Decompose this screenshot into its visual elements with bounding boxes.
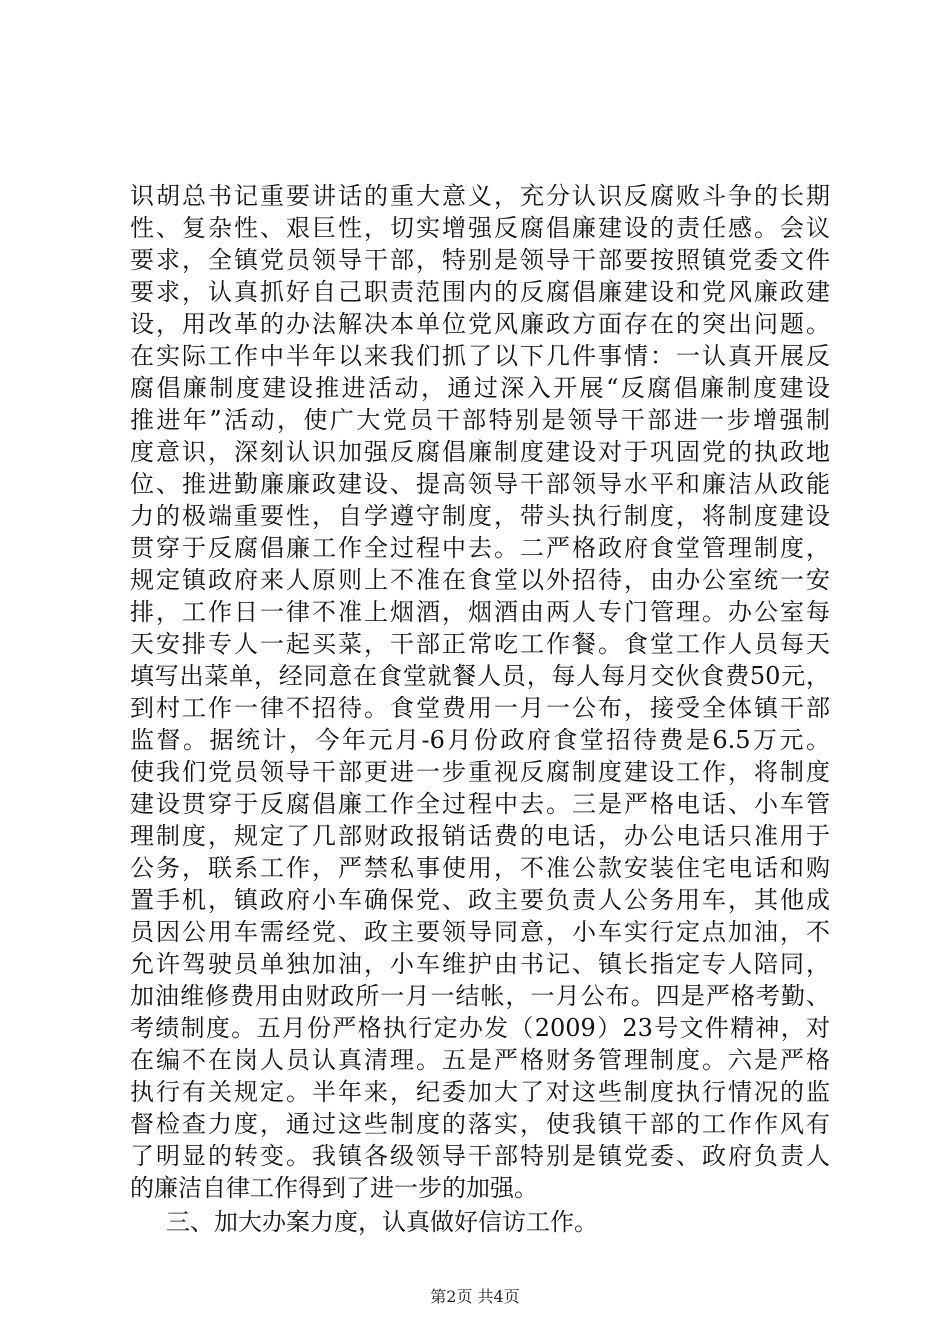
text-line: 在实际工作中半年以来我们抓了以下几件事情：一认真开展反: [130, 342, 830, 370]
text-line: 填写出菜单，经同意在食堂就餐人员，每人每月交伙食费50元，: [130, 662, 830, 690]
text-line: 力的极端重要性，自学遵守制度，带头执行制度，将制度建设: [130, 502, 830, 530]
text-line: 性、复杂性、艰巨性，切实增强反腐倡廉建设的责任感。会议: [130, 214, 830, 242]
text-line: 公务，联系工作，严禁私事使用，不准公款安装住宅电话和购: [130, 854, 830, 882]
text-line: 监督。据统计，今年元月-6月份政府食堂招待费是6.5万元。: [130, 726, 830, 754]
text-line: 使我们党员领导干部更进一步重视反腐制度建设工作，将制度: [130, 758, 830, 786]
section-heading: 三、加大办案力度，认真做好信访工作。: [166, 1208, 598, 1236]
text-line: 执行有关规定。半年来，纪委加大了对这些制度执行情况的监: [130, 1078, 830, 1106]
text-line: 度意识，深刻认识加强反腐倡廉制度建设对于巩固党的执政地: [130, 438, 830, 466]
text-line: 识胡总书记重要讲话的重大意义，充分认识反腐败斗争的长期: [130, 182, 830, 210]
page-footer: 第2页 共4页: [430, 1287, 520, 1306]
text-line: 腐倡廉制度建设推进活动，通过深入开展“反腐倡廉制度建设: [130, 374, 830, 402]
paragraph: [130, 180, 830, 1204]
body-text: [130, 180, 830, 1238]
text-line: 置手机，镇政府小车确保党、政主要负责人公务用车，其他成: [130, 886, 830, 914]
text-line: 要求，认真抓好自己职责范围内的反腐倡廉建设和党风廉政建: [130, 278, 830, 306]
text-line: 规定镇政府来人原则上不准在食堂以外招待，由办公室统一安: [130, 566, 830, 594]
text-line: 的廉洁自律工作得到了进一步的加强。: [130, 1174, 538, 1202]
text-line: 了明显的转变。我镇各级领导干部特别是镇党委、政府负责人: [130, 1142, 830, 1170]
text-line: 天安排专人一起买菜，干部正常吃工作餐。食堂工作人员每天: [130, 630, 830, 658]
text-line: 督检查力度，通过这些制度的落实，使我镇干部的工作作风有: [130, 1110, 830, 1138]
text-line: 推进年”活动，使广大党员干部特别是领导干部进一步增强制: [130, 406, 830, 434]
text-line: 位、推进勤廉廉政建设、提高领导干部领导水平和廉洁从政能: [130, 470, 830, 498]
text-line: 建设贯穿于反腐倡廉工作全过程中去。三是严格电话、小车管: [130, 790, 830, 818]
text-line: 在编不在岗人员认真清理。五是严格财务管理制度。六是严格: [130, 1046, 830, 1074]
text-line: 到村工作一律不招待。食堂费用一月一公布，接受全体镇干部: [130, 694, 830, 722]
text-line: 考绩制度。五月份严格执行定办发（2009）23号文件精神，对: [130, 1014, 830, 1042]
text-line: 员因公用车需经党、政主要领导同意，小车实行定点加油，不: [130, 918, 830, 946]
text-line: 要求，全镇党员领导干部，特别是领导干部要按照镇党委文件: [130, 246, 830, 274]
text-line: 允许驾驶员单独加油，小车维护由书记、镇长指定专人陪同，: [130, 950, 830, 978]
text-line: 加油维修费用由财政所一月一结帐，一月公布。四是严格考勤、: [130, 982, 830, 1010]
text-line: 排，工作日一律不准上烟酒，烟酒由两人专门管理。办公室每: [130, 598, 830, 626]
text-line: 设，用改革的办法解决本单位党风廉政方面存在的突出问题。: [130, 310, 830, 338]
text-line: 贯穿于反腐倡廉工作全过程中去。二严格政府食堂管理制度，: [130, 534, 830, 562]
text-line: 理制度，规定了几部财政报销话费的电话，办公电话只准用于: [130, 822, 830, 850]
